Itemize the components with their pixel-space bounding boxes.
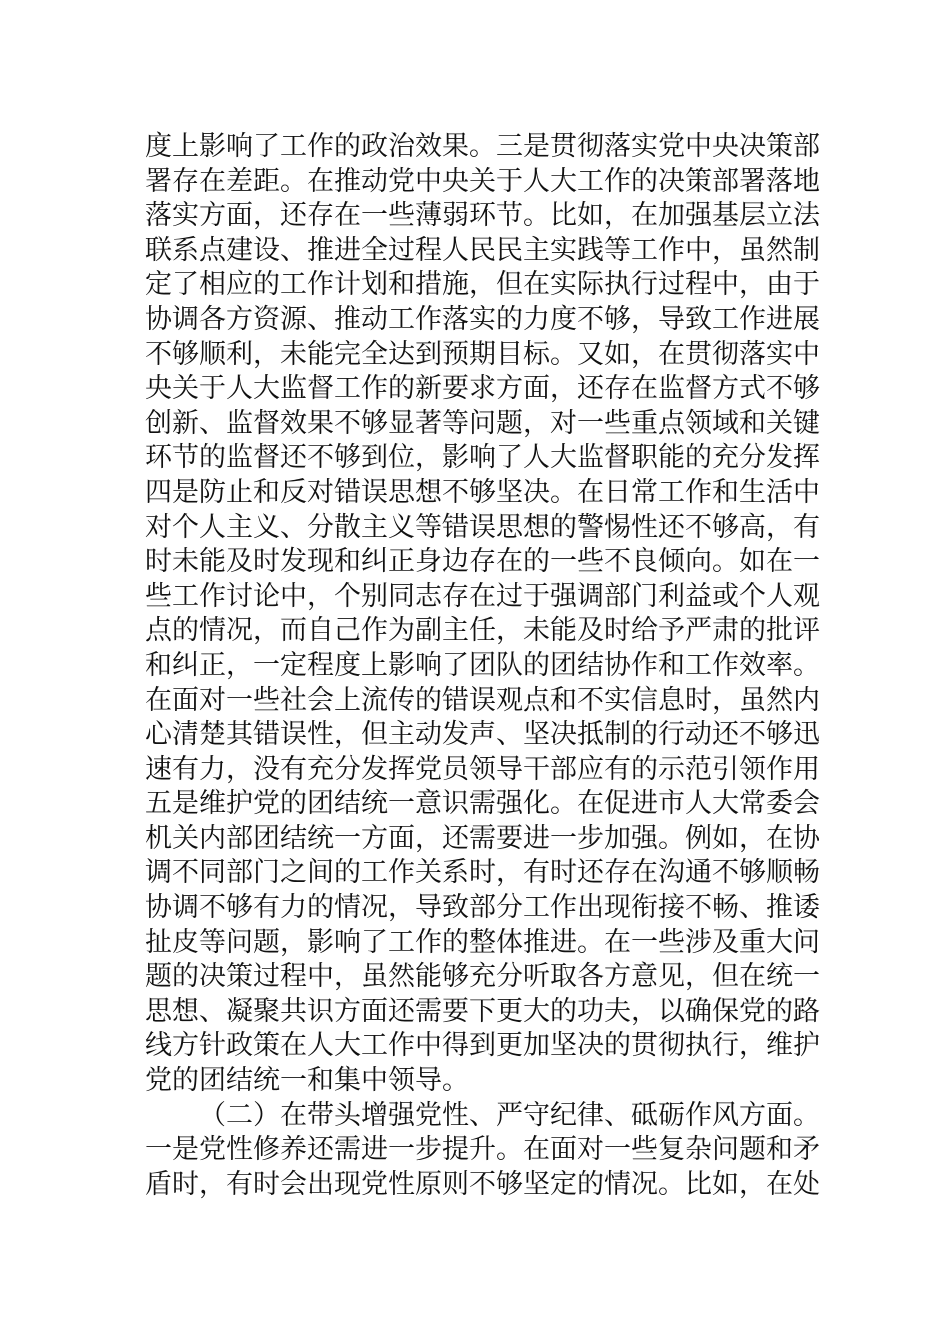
body-text bbox=[145, 130, 825, 1202]
text-line: 环节的监督还不够到位，影响了人大监督职能的充分发挥 bbox=[145, 442, 820, 474]
text-line: 党的团结统一和集中领导。 bbox=[145, 1065, 469, 1097]
text-line: 些工作讨论中，个别同志存在过于强调部门利益或个人观 bbox=[145, 580, 820, 612]
text-line: 不够顺利，未能完全达到预期目标。又如，在贯彻落实中 bbox=[145, 338, 820, 370]
text-line: 落实方面，还存在一些薄弱环节。比如，在加强基层立法 bbox=[145, 200, 820, 232]
text-line: 协调各方资源、推动工作落实的力度不够，导致工作进展 bbox=[145, 303, 820, 335]
text-line: 协调不够有力的情况，导致部分工作出现衔接不畅、推诿 bbox=[145, 892, 820, 924]
text-line: 调不同部门之间的工作关系时，有时还存在沟通不够顺畅 bbox=[145, 857, 820, 889]
text-line: 题的决策过程中，虽然能够充分听取各方意见，但在统一 bbox=[145, 961, 820, 993]
text-line: 时未能及时发现和纠正身边存在的一些不良倾向。如在一 bbox=[145, 546, 820, 578]
text-line: 点的情况，而自己作为副主任，未能及时给予严肃的批评 bbox=[145, 615, 820, 647]
text-line: 扯皮等问题，影响了工作的整体推进。在一些涉及重大问 bbox=[145, 926, 820, 958]
text-line: 线方针政策在人大工作中得到更加坚决的贯彻执行，维护 bbox=[145, 1030, 820, 1062]
text-line: 创新、监督效果不够显著等问题，对一些重点领域和关键 bbox=[145, 407, 820, 439]
text-line: 署存在差距。在推动党中央关于人大工作的决策部署落地 bbox=[145, 165, 820, 197]
text-line: 对个人主义、分散主义等错误思想的警惕性还不够高，有 bbox=[145, 511, 820, 543]
text-line: 和纠正，一定程度上影响了团队的团结协作和工作效率。 bbox=[145, 649, 820, 681]
text-line: 一是党性修养还需进一步提升。在面对一些复杂问题和矛 bbox=[145, 1134, 820, 1166]
text-line: 心清楚其错误性，但主动发声、坚决抵制的行动还不够迅 bbox=[145, 719, 820, 751]
section-heading: （二）在带头增强党性、严守纪律、砥砺作风方面。 bbox=[199, 1099, 820, 1131]
text-line: 度上影响了工作的政治效果。三是贯彻落实党中央决策部 bbox=[145, 131, 820, 162]
text-line: 联系点建设、推进全过程人民民主实践等工作中，虽然制 bbox=[145, 234, 820, 266]
text-line: 五是维护党的团结统一意识需强化。在促进市人大常委会 bbox=[145, 788, 820, 820]
text-line: 盾时，有时会出现党性原则不够坚定的情况。比如，在处 bbox=[145, 1168, 820, 1200]
text-line: 速有力，没有充分发挥党员领导干部应有的示范引领作用 bbox=[145, 753, 820, 785]
text-line: 四是防止和反对错误思想不够坚决。在日常工作和生活中 bbox=[145, 476, 820, 508]
text-line: 央关于人大监督工作的新要求方面，还存在监督方式不够 bbox=[145, 373, 820, 405]
text-line: 思想、凝聚共识方面还需要下更大的功夫，以确保党的路 bbox=[145, 995, 820, 1027]
text-line: 机关内部团结统一方面，还需要进一步加强。例如，在协 bbox=[145, 822, 820, 854]
text-line: 定了相应的工作计划和措施，但在实际执行过程中，由于 bbox=[145, 269, 820, 301]
text-line: 在面对一些社会上流传的错误观点和不实信息时，虽然内 bbox=[145, 684, 820, 716]
